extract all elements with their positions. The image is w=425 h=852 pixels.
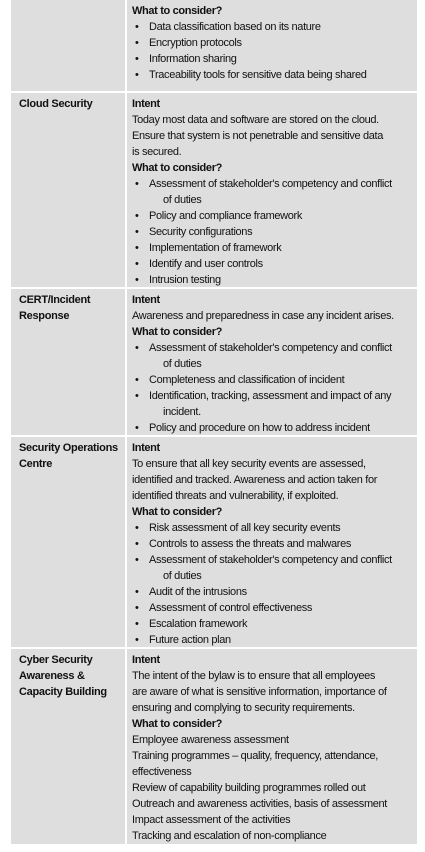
list-item: Training programmes – quality, frequency, attendance, — [132, 750, 378, 762]
intent-line: To ensure that all key security events are assessed, — [132, 458, 366, 470]
intent-heading: Intent — [132, 294, 160, 306]
consider-list — [132, 520, 414, 648]
topic-cell — [11, 0, 125, 91]
list-item: • Encryption protocols — [135, 37, 242, 49]
table-row — [11, 437, 417, 649]
consider-heading: What to consider? — [132, 718, 222, 730]
topic-label: Security Operations Centre — [19, 442, 118, 470]
list-item: • Audit of the intrusions — [135, 586, 247, 598]
list-item: • Assessment of stakeholder's competency and conflict of duties — [135, 554, 392, 582]
list-item: • Intrusion testing — [135, 274, 221, 286]
topic-label: CERT/Incident Response — [19, 294, 91, 322]
list-item: • Security configurations — [135, 226, 253, 238]
list-item: • Future action plan — [135, 634, 231, 646]
consider-heading: What to consider? — [132, 326, 222, 338]
consider-list — [132, 340, 414, 436]
intent-line: The intent of the bylaw is to ensure that all employees — [132, 670, 376, 682]
table-row — [11, 289, 417, 437]
list-item: • Policy and compliance framework — [135, 210, 302, 222]
intent-line: Today most data and software are stored on the cloud. — [132, 114, 379, 126]
list-item: • Assessment of stakeholder's competency and conflict of duties — [135, 178, 392, 206]
list-item: • Assessment of stakeholder's competency and conflict of duties — [135, 342, 392, 370]
list-item: Impact assessment of the activities — [132, 814, 291, 826]
intent-line: are aware of what is sensitive information, importance of — [132, 686, 387, 698]
list-item: • Identification, tracking, assessment and impact of any incident. — [135, 390, 392, 418]
intent-line: identified and tracked. Awareness and action taken for — [132, 474, 378, 486]
intent-line: identified threats and vulnerability, if exploited. — [132, 490, 339, 502]
list-item: • Identify and user controls — [135, 258, 263, 270]
list-item: • Escalation framework — [135, 618, 248, 630]
topic-cell — [11, 649, 125, 844]
topic-label: Cyber Security Awareness & Capacity Building — [19, 654, 107, 698]
list-item: Review of capability building programmes rolled out — [132, 782, 366, 794]
list-item: Outreach and awareness activities, basis of assessment — [132, 798, 388, 810]
intent-heading: Intent — [132, 98, 160, 110]
list-item: effectiveness — [132, 766, 192, 778]
consider-heading: What to consider? — [132, 506, 222, 518]
list-item: • Completeness and classification of incident — [135, 374, 345, 386]
list-item: • Controls to assess the threats and malwares — [135, 538, 351, 550]
content-cell — [127, 0, 417, 91]
topic-cell — [11, 289, 125, 435]
list-item: • Data classification based on its nature — [135, 21, 321, 33]
intent-heading: Intent — [132, 654, 160, 666]
content-cell — [127, 437, 417, 647]
consider-heading: What to consider? — [132, 5, 222, 17]
consider-list — [132, 19, 414, 83]
topic-label: Cloud Security — [19, 98, 93, 110]
consider-heading: What to consider? — [132, 162, 222, 174]
topic-cell — [11, 437, 125, 647]
table-row — [11, 649, 417, 846]
intent-line: Awareness and preparedness in case any incident arises. — [132, 310, 394, 322]
list-item: • Traceability tools for sensitive data being shared — [135, 69, 367, 81]
list-item: Employee awareness assessment — [132, 734, 289, 746]
list-item: • Assessment of control effectiveness — [135, 602, 313, 614]
topic-cell — [11, 93, 125, 287]
intent-line: is secured. — [132, 146, 182, 158]
content-cell — [127, 289, 417, 435]
consider-list — [132, 176, 414, 288]
list-item: • Implementation of framework — [135, 242, 282, 254]
intent-line: Ensure that system is not penetrable and sensitive data — [132, 130, 384, 142]
content-cell — [127, 93, 417, 287]
intent-line: ensuring and complying to security requirements. — [132, 702, 355, 714]
security-table — [11, 0, 417, 846]
table-row — [11, 93, 417, 289]
list-item: • Risk assessment of all key security events — [135, 522, 341, 534]
list-item: Tracking and escalation of non-compliance — [132, 830, 327, 842]
list-item: • Information sharing — [135, 53, 237, 65]
list-item: • Policy and procedure on how to address incident — [135, 422, 370, 434]
content-cell — [127, 649, 417, 844]
table-row — [11, 0, 417, 93]
intent-heading: Intent — [132, 442, 160, 454]
